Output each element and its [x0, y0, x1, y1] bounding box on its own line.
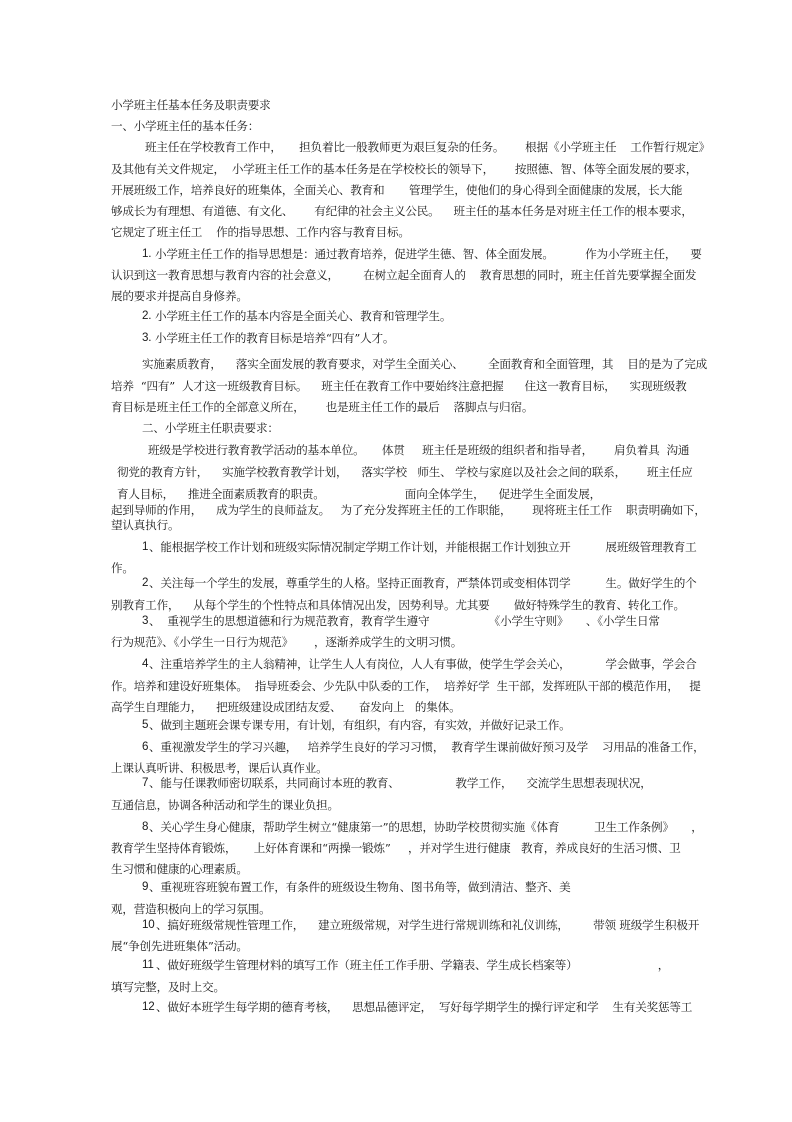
item-text-line: 、能与任课教师密切联系，共同商讨本班的教育、 教学工作， 交流学生思想表现状况，: [149, 776, 652, 790]
item-text-line: 认识到这一教育思想与教育内容的社会意义， 在树立起全面育人的 教育思想的同时，班主任首先要掌握全面发: [111, 268, 697, 282]
item-text-line: 、做好班级学生管理材料的填写工作（班主任工作手册、学籍表、学生成长档案等） ，: [156, 958, 670, 972]
item-text-line: 、重视班容班貌布置工作，有条件的班级设生物角、图书角等，做到清洁、整齐、美: [149, 880, 571, 894]
section-1-closing-line: 育目标是班主任工作的全部意义所在， 也是班主任工作的最后 落脚点与归宿。: [111, 400, 534, 414]
item-text-line: 教育学生坚持体育锻炼， 上好体育课和“两操一锻炼” ，并对学生进行健康 教育，养成良好的生活习惯、卫: [111, 841, 681, 855]
item-text-line: 、做好本班学生每学期的德育考核， 思想品德评定， 写好每学期学生的操行评定和学 生有关奖惩等工: [156, 1000, 693, 1014]
section-1-closing-line: 培养 “四有” 人才这一班级教育目标。 班主任在教育工作中要始终注意把握 住这一教育目标， 实现班级教: [111, 379, 687, 393]
section-1-intro-line: 够成长为有理想、有道德、有文化、 有纪律的社会主义公民。 班主任的基本任务是对班主任工作的根本要求，: [111, 204, 693, 218]
item-text-line: 互通信息，协调各种活动和学生的课业负担。: [111, 798, 339, 812]
item-text-line: 、 重视学生的思想道德和行为规范教育，教育学生遵守 《小学生守则》 、《小学生日常: [149, 614, 660, 628]
item-text-line: 、关注每一个学生的发展，尊重学生的人格。坚持正面教育，严禁体罚或变相体罚学 生。做好学生的个: [149, 576, 697, 590]
item-text-line: 、做到主题班会课专课专用，有计划，有组织，有内容，有实效，并做好记录工作。: [149, 718, 571, 732]
section-1-intro-line: 开展班级工作，培养良好的班集体，全面关心、教育和 管理学生，使他们的身心得到全面健康的发展，长大能: [111, 183, 683, 197]
item-number: 6: [142, 740, 149, 753]
item-number: 12: [142, 1000, 155, 1013]
item-number: 4: [142, 657, 149, 670]
item-text-line: 、关心学生身心健康，帮助学生树立“健康第一”的思想，协助学校贯彻实施《体育 卫生工作条例》 ，: [149, 820, 703, 834]
item-text-line: 小学班主任工作的指导思想是：通过教育培养，促进学生德、智、体全面发展。 作为小学班主任， 要: [155, 247, 702, 261]
item-number: 8: [142, 820, 149, 833]
item-number: 2.: [142, 309, 152, 322]
section-1-intro-line: 它规定了班主任工 作的指导思想、工作内容与教育目标。: [111, 225, 410, 239]
section-2-intro-line: 彻党的教育方针， 实施学校教育教学计划， 落实学校 师生、 学校与家庭以及社会之间的联系， 班主任应: [117, 465, 693, 479]
item-text-line: 生习惯和健康的心理素质。: [111, 862, 248, 876]
item-number: 1: [142, 540, 149, 553]
item-text-line: 、重视激发学生的学习兴趣， 培养学生良好的学习习惯， 教育学生课前做好预习及学 习用品的准备工作，: [149, 740, 705, 754]
item-number: 2: [142, 576, 149, 589]
item-number: 7: [142, 776, 149, 789]
section-2-intro-line: 起到导师的作用， 成为学生的良师益友。 为了充分发挥班主任的工作职能， 现将班主任工作 职责明确如下，: [111, 503, 706, 517]
item-number: 9: [142, 880, 149, 893]
section-2-intro-line: 育人目标， 推进全面素质教育的职责。 面向全体学生， 促进学生全面发展，: [117, 487, 602, 501]
section-2-heading: 二、小学班主任职责要求：: [142, 421, 279, 435]
item-number: 3: [142, 614, 149, 627]
item-number: 3.: [142, 331, 152, 344]
document-title: 小学班主任基本任务及职责要求: [111, 98, 271, 112]
item-text-line: 观，营造积极向上的学习氛围。: [111, 902, 271, 916]
item-number: 5: [142, 718, 149, 731]
item-text-line: 行为规范》、《小学生一日行为规范》 ，逐渐养成学生的文明习惯。: [111, 635, 463, 649]
section-1-heading: 一、小学班主任的基本任务：: [111, 119, 260, 133]
item-number: 10: [142, 918, 155, 931]
item-text-line: 小学班主任工作的教育目标是培养“四有”人才。: [155, 331, 395, 345]
item-text-line: 作。培养和建设好班集体。 指导班委会、少先队中队委的工作， 培养好学 生干部，发挥班队干部的模范作用， 提: [111, 679, 701, 693]
item-text-line: 作。: [111, 561, 134, 575]
item-text-line: 、搞好班级常规性管理工作， 建立班级常规，对学生进行常规训练和礼仪训练， 带领 班级学生积极开: [156, 918, 700, 932]
item-text-line: 上课认真听讲、积极思考，课后认真作业。: [111, 761, 328, 775]
item-number: 11: [142, 958, 154, 971]
item-text-line: 展的要求并提高自身修养。: [111, 289, 248, 303]
item-text-line: 高学生自理能力， 把班级建设成团结友爱、 奋发向上 的集体。: [111, 700, 461, 714]
item-text-line: 、能根据学校工作计划和班级实际情况制定学期工作计划，并能根据工作计划独立开 展班级管理教育工: [149, 540, 697, 554]
section-2-intro-line: 班级是学校进行教育教学活动的基本单位。 体贯 班主任是班级的组织者和指导者， 肩负着具 沟通: [148, 443, 690, 457]
section-1-closing-line: 实施素质教育， 落实全面发展的教育要求，对学生全面关心、 全面教育和全面管理，其 目的是为了完成: [142, 357, 708, 371]
item-text-line: 别教育工作， 从每个学生的个性特点和具体情况出发，因势利导。尤其要 做好特殊学生的教育、转化工作。: [111, 598, 685, 612]
item-text-line: 、注重培养学生的主人翁精神，让学生人人有岗位，人人有事做，使学生学会关心， 学会做事，学会合: [149, 657, 697, 671]
item-text-line: 填写完整，及时上交。: [111, 980, 225, 994]
item-text-line: 小学班主任工作的基本内容是全面关心、教育和管理学生。: [155, 309, 452, 323]
section-1-intro-line: 班主任在学校教育工作中， 担负着比一般教师更为艰巨复杂的任务。 根据《小学班主任 工作暂行规定》: [145, 140, 711, 154]
item-text-line: 展“争创先进班集体”活动。: [111, 939, 248, 953]
item-number: 1.: [142, 247, 152, 260]
section-2-intro-line: 望认真执行。: [111, 518, 180, 532]
section-1-intro-line: 及其他有关文件规定， 小学班主任工作的基本任务是在学校校长的领导下， 按照德、智、体等全面发展的要求，: [111, 162, 698, 176]
